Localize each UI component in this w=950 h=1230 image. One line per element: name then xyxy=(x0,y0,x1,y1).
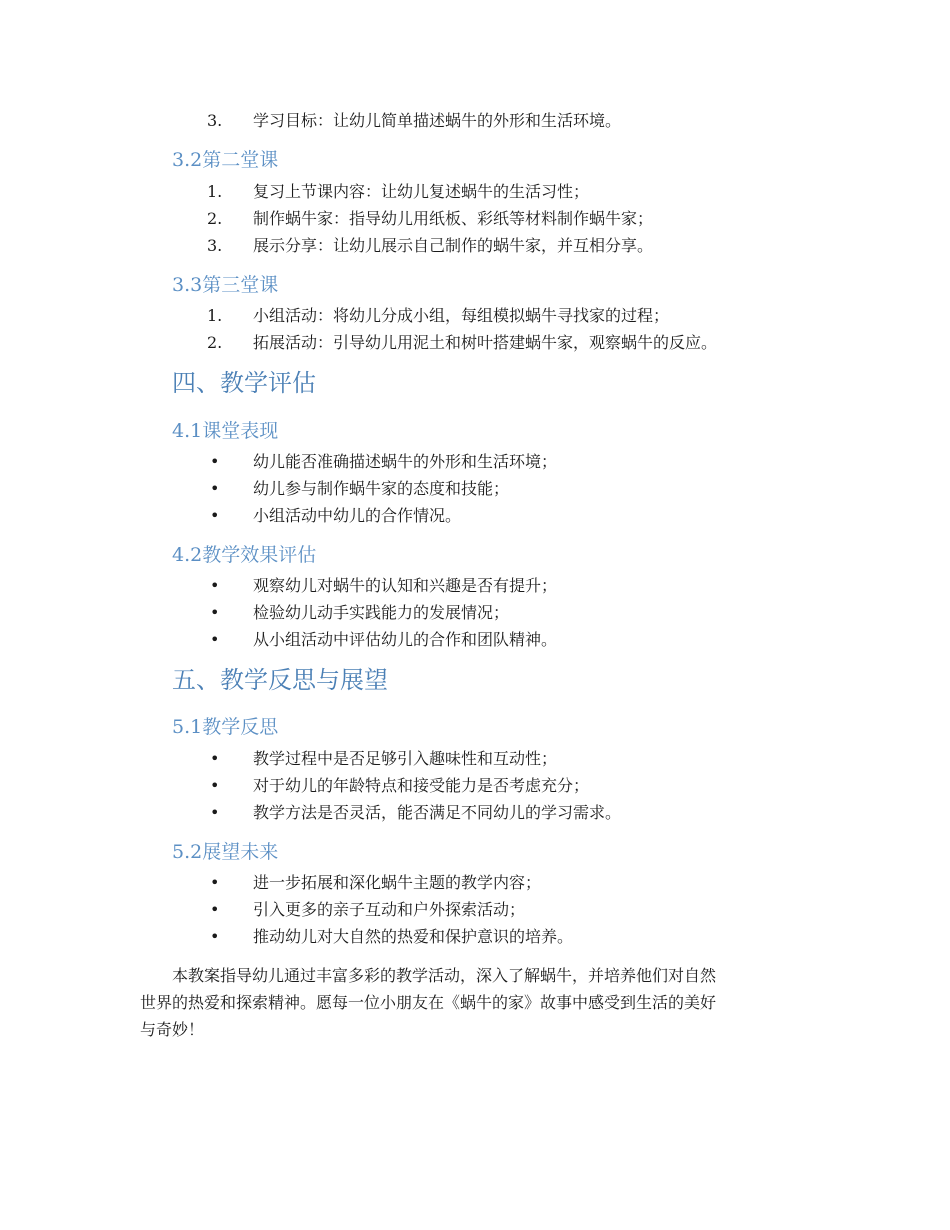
bullet-marker: • xyxy=(210,576,220,595)
section-heading-4: 四、教学评估 xyxy=(172,369,316,397)
bullet-marker: • xyxy=(210,479,220,498)
section-heading-3-2: 3.2第二堂课 xyxy=(172,149,279,171)
section-heading-4-1: 4.1课堂表现 xyxy=(172,420,279,442)
list-item-text: 拓展活动：引导幼儿用泥土和树叶搭建蜗牛家，观察蜗牛的反应。 xyxy=(253,333,718,352)
list-item-text: 引入更多的亲子互动和户外探索活动； xyxy=(253,900,526,919)
bullet-marker: • xyxy=(210,900,220,919)
section-heading-3-3: 3.3第三堂课 xyxy=(172,274,279,296)
section-heading-4-2: 4.2教学效果评估 xyxy=(172,544,317,566)
list-item-text: 对于幼儿的年龄特点和接受能力是否考虑充分； xyxy=(253,776,590,795)
bullet-marker: • xyxy=(210,803,220,822)
bullet-marker: • xyxy=(210,776,220,795)
section-heading-5-1: 5.1教学反思 xyxy=(172,716,279,738)
list-marker: 2. xyxy=(207,209,223,228)
list-item-text: 推动幼儿对大自然的热爱和保护意识的培养。 xyxy=(253,927,574,946)
list-item-text: 进一步拓展和深化蜗牛主题的教学内容； xyxy=(253,873,542,892)
list-item-text: 观察幼儿对蜗牛的认知和兴趣是否有提升； xyxy=(253,576,558,595)
list-item-text: 制作蜗牛家：指导幼儿用纸板、彩纸等材料制作蜗牛家； xyxy=(253,209,654,228)
bullet-marker: • xyxy=(210,749,220,768)
bullet-marker: • xyxy=(210,506,220,525)
list-item-text: 从小组活动中评估幼儿的合作和团队精神。 xyxy=(253,630,558,649)
paragraph-line: 与奇妙！ xyxy=(140,1020,205,1039)
section-heading-5-2: 5.2展望未来 xyxy=(172,841,279,863)
closing-paragraph xyxy=(140,962,812,1043)
bullet-marker: • xyxy=(210,873,220,892)
list-item-text: 学习目标：让幼儿简单描述蜗牛的外形和生活环境。 xyxy=(253,111,622,130)
bullet-marker: • xyxy=(210,927,220,946)
list-item-text: 展示分享：让幼儿展示自己制作的蜗牛家，并互相分享。 xyxy=(253,236,654,255)
bullet-marker: • xyxy=(210,452,220,471)
list-marker: 2. xyxy=(207,333,223,352)
bullet-marker: • xyxy=(210,630,220,649)
paragraph-line: 本教案指导幼儿通过丰富多彩的教学活动，深入了解蜗牛，并培养他们对自然 xyxy=(172,966,717,985)
bullet-marker: • xyxy=(210,603,220,622)
list-marker: 1. xyxy=(207,306,223,325)
list-item-text: 幼儿参与制作蜗牛家的态度和技能； xyxy=(253,479,510,498)
list-item-text: 检验幼儿动手实践能力的发展情况； xyxy=(253,603,510,622)
list-item-text: 教学过程中是否足够引入趣味性和互动性； xyxy=(253,749,558,768)
list-marker: 3. xyxy=(207,236,223,255)
list-marker: 3. xyxy=(207,111,223,130)
section-heading-5: 五、教学反思与展望 xyxy=(172,666,388,694)
list-marker: 1. xyxy=(207,182,223,201)
list-item-text: 幼儿能否准确描述蜗牛的外形和生活环境； xyxy=(253,452,558,471)
list-item-text: 复习上节课内容：让幼儿复述蜗牛的生活习性； xyxy=(253,182,590,201)
paragraph-line: 世界的热爱和探索精神。愿每一位小朋友在《蜗牛的家》故事中感受到生活的美好 xyxy=(140,993,717,1012)
list-item-text: 小组活动：将幼儿分成小组，每组模拟蜗牛寻找家的过程； xyxy=(253,306,670,325)
list-item-text: 教学方法是否灵活，能否满足不同幼儿的学习需求。 xyxy=(253,803,622,822)
list-item-text: 小组活动中幼儿的合作情况。 xyxy=(253,506,462,525)
